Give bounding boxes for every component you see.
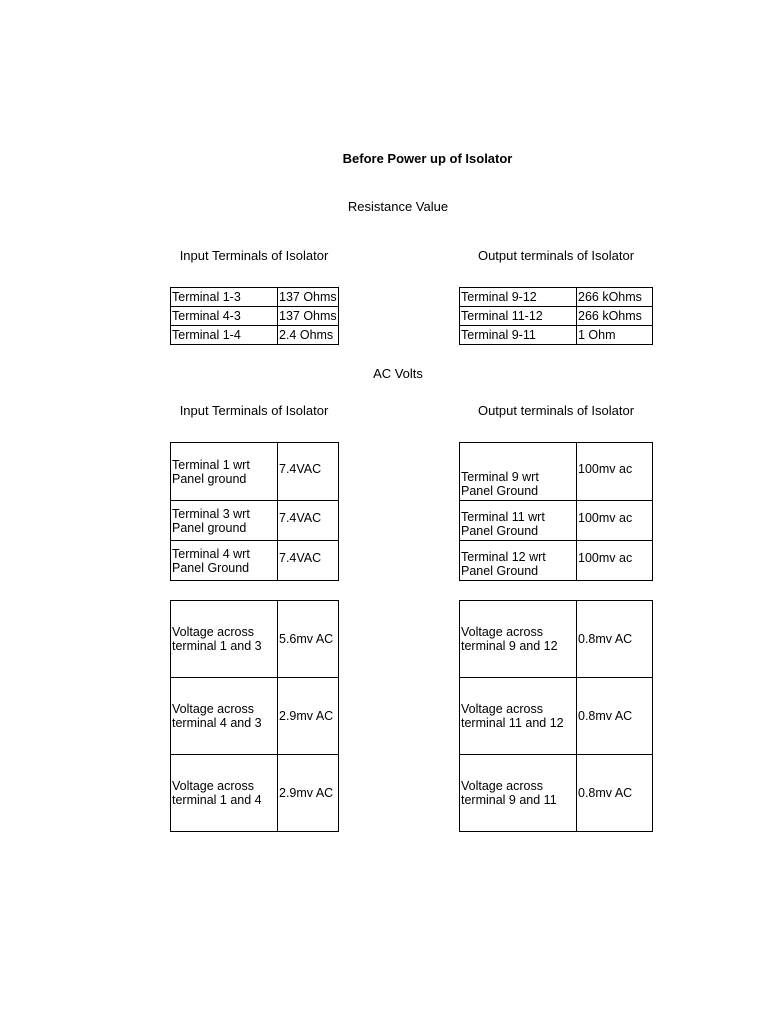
table-row [460,755,653,832]
voltage-value: 7.4VAC [278,541,339,581]
terminal-label: Voltage across terminal 9 and 12 [460,601,577,678]
table-row [460,601,653,678]
table-row [171,307,339,326]
terminal-label: Terminal 3 wrt Panel ground [171,501,278,541]
table-row [460,326,653,345]
ac-ground-input-table [170,442,339,581]
page-title: Before Power up of Isolator [342,151,513,166]
voltage-value: 7.4VAC [278,443,339,501]
table-row [460,443,653,501]
table-row [171,541,339,581]
voltage-value: 2.9mv AC [278,755,339,832]
voltage-value: 5.6mv AC [278,601,339,678]
ac-output-heading: Output terminals of Isolator [477,403,635,418]
table-row [460,501,653,541]
table-row [171,755,339,832]
resistance-output-table [459,287,653,345]
voltage-value: 2.9mv AC [278,678,339,755]
table-row [460,288,653,307]
terminal-label: Terminal 1 wrt Panel ground [171,443,278,501]
terminal-label: Voltage across terminal 11 and 12 [460,678,577,755]
terminal-label: Terminal 9-11 [460,326,577,345]
terminal-label: Voltage across terminal 1 and 4 [171,755,278,832]
ac-across-input-table [170,600,339,832]
resistance-heading: Resistance Value [347,199,449,214]
terminal-label: Terminal 11 wrt Panel Ground [460,501,577,541]
table-row [460,307,653,326]
terminal-label: Voltage across terminal 4 and 3 [171,678,278,755]
voltage-value: 0.8mv AC [577,755,653,832]
terminal-label: Voltage across terminal 1 and 3 [171,601,278,678]
ac-across-output-table [459,600,653,832]
resistance-value: 266 kOhms [577,288,653,307]
table-row [171,288,339,307]
resistance-value: 137 Ohms [278,288,339,307]
voltage-value: 0.8mv AC [577,601,653,678]
voltage-value: 100mv ac [577,541,653,581]
resistance-input-heading: Input Terminals of Isolator [179,248,329,263]
voltage-value: 100mv ac [577,443,653,501]
terminal-label: Terminal 4-3 [171,307,278,326]
terminal-label: Voltage across terminal 9 and 11 [460,755,577,832]
voltage-value: 0.8mv AC [577,678,653,755]
table-row [460,678,653,755]
ac-input-heading: Input Terminals of Isolator [179,403,329,418]
terminal-label: Terminal 4 wrt Panel Ground [171,541,278,581]
resistance-input-table [170,287,339,345]
voltage-value: 7.4VAC [278,501,339,541]
ac-volts-heading: AC Volts [373,366,423,381]
table-row [171,601,339,678]
terminal-label: Terminal 12 wrt Panel Ground [460,541,577,581]
table-row [460,541,653,581]
terminal-label: Terminal 9-12 [460,288,577,307]
resistance-value: 1 Ohm [577,326,653,345]
table-row [171,501,339,541]
ac-ground-output-table [459,442,653,581]
table-row [171,443,339,501]
resistance-value: 266 kOhms [577,307,653,326]
terminal-label: Terminal 1-4 [171,326,278,345]
table-row [171,678,339,755]
voltage-value: 100mv ac [577,501,653,541]
terminal-label: Terminal 11-12 [460,307,577,326]
resistance-value: 137 Ohms [278,307,339,326]
resistance-value: 2.4 Ohms [278,326,339,345]
table-row [171,326,339,345]
terminal-label: Terminal 9 wrt Panel Ground [460,443,577,501]
resistance-output-heading: Output terminals of Isolator [477,248,635,263]
terminal-label: Terminal 1-3 [171,288,278,307]
